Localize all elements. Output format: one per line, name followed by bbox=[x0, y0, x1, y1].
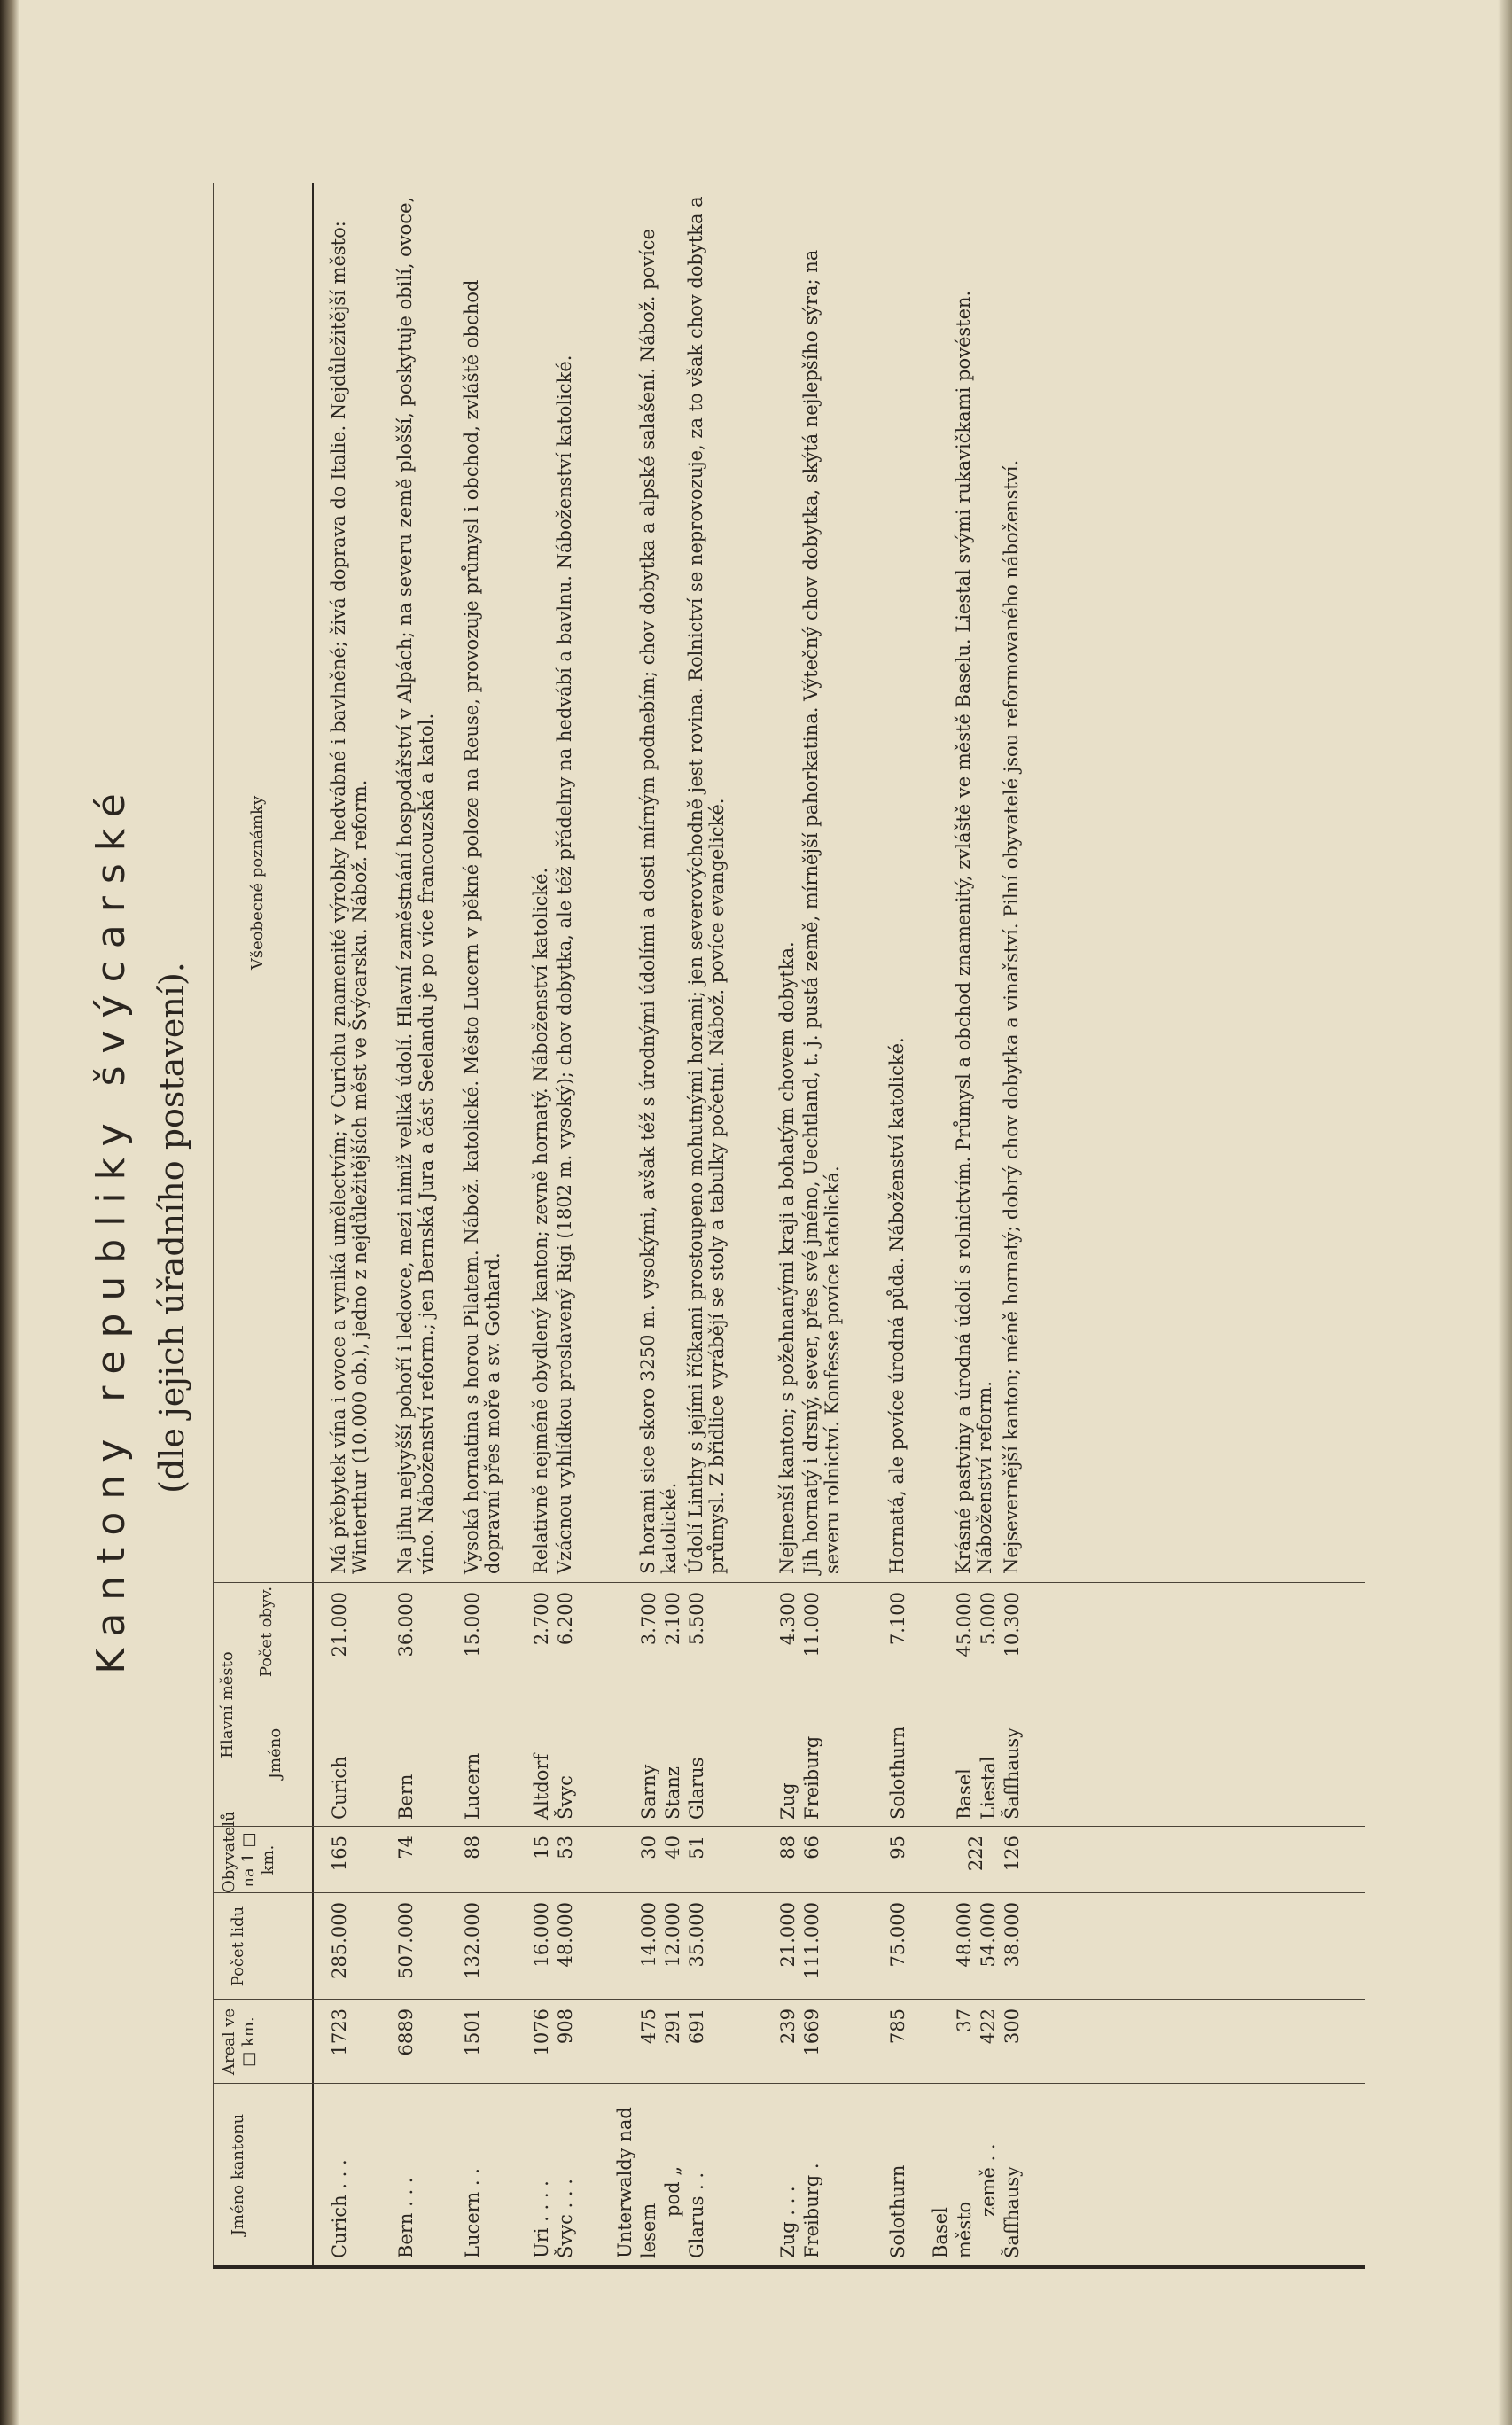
row-notes: Nejmenší kanton; s požehnanými kraji a bohatým chovem dobytka. bbox=[776, 941, 798, 1574]
row-capital: Glarus bbox=[686, 1757, 707, 1820]
row-capital: Švyc bbox=[555, 1775, 576, 1820]
row-area: 1076 bbox=[531, 2008, 552, 2056]
row-capital-pop: 11.000 bbox=[801, 1592, 822, 1657]
row-area: 1501 bbox=[462, 2008, 483, 2056]
row-capital: Curich bbox=[329, 1756, 350, 1820]
row-population: 507.000 bbox=[395, 1902, 417, 1979]
header-rule bbox=[312, 183, 314, 2265]
row-density: 40 bbox=[662, 1836, 683, 1860]
row-capital: Sarny bbox=[638, 1764, 659, 1820]
cantons-table bbox=[213, 183, 1365, 2269]
row-name: Basel město bbox=[930, 2201, 975, 2258]
row-capital-pop: 10.300 bbox=[1002, 1592, 1023, 1657]
row-notes: S horami sice skoro 3250 m. vysokými, avšak též s úrodnými údolími a dosti mírným podnebím; chov dobytka a alpské salašení. Nábož. povíce katolické. bbox=[637, 229, 680, 1574]
table-top-rule bbox=[213, 183, 214, 2265]
row-notes: Relativně nejméně obydlený kanton; zevně hornatý. Náboženství katolické. bbox=[530, 867, 551, 1574]
row-capital: Altdorf bbox=[531, 1753, 552, 1820]
row-notes: Nejsevernější kanton; méně hornatý; dobrý chov dobytka a vinařství. Pilní obyvatelé jsou reformovaného náboženství. bbox=[1001, 459, 1022, 1574]
row-name: Lucern . . bbox=[462, 2168, 483, 2258]
rotated-content bbox=[89, 186, 1365, 2269]
row-name: Švyc . . . bbox=[555, 2179, 576, 2258]
page-edge bbox=[1498, 0, 1512, 2425]
row-name: pod „ bbox=[662, 2165, 683, 2217]
header-density: Obyvatelů na 1 □ km. bbox=[220, 1811, 277, 1893]
row-density: 53 bbox=[555, 1836, 576, 1860]
row-capital-pop: 6.200 bbox=[555, 1592, 576, 1646]
row-name: Solothurn bbox=[887, 2164, 908, 2258]
header-population: Počet lidu bbox=[229, 1906, 247, 1987]
row-capital-pop: 36.000 bbox=[395, 1592, 417, 1657]
row-density: 88 bbox=[462, 1836, 483, 1860]
row-capital: Freiburg bbox=[801, 1735, 822, 1820]
page-binding-shadow bbox=[0, 0, 19, 2425]
row-name: Unterwaldy nad lesem bbox=[614, 2107, 659, 2258]
row-capital: Zug bbox=[777, 1782, 799, 1820]
row-population: 16.000 bbox=[531, 1902, 552, 1968]
row-density: 222 bbox=[965, 1836, 986, 1872]
row-population: 48.000 bbox=[954, 1902, 975, 1968]
row-capital-pop: 4.300 bbox=[777, 1592, 799, 1646]
row-capital: Basel bbox=[954, 1768, 975, 1820]
row-notes: Vzácnou vyhlídkou proslavený Rigi (1802 m. vysoký); chov dobytka, ale též přádelny na hedvábí a bavlnu. Náboženství katolické. bbox=[554, 355, 575, 1574]
row-notes: Vysoká hornatina s horou Pilatem. Nábož. katolické. Město Lucern v pěkné poloze na Reuse, provozuje průmysl i obchod, zvláště obchod dopravní přes moře a sv. Gothard. bbox=[461, 279, 503, 1574]
row-capital: Solothurn bbox=[887, 1726, 908, 1820]
row-area: 6889 bbox=[395, 2008, 417, 2056]
row-population: 21.000 bbox=[777, 1902, 799, 1968]
row-name: Uri . . . . bbox=[531, 2180, 552, 2258]
row-population: 111.000 bbox=[801, 1902, 822, 1979]
row-area: 300 bbox=[1002, 2008, 1023, 2045]
row-density: 74 bbox=[395, 1836, 417, 1860]
row-area: 1669 bbox=[801, 2008, 822, 2056]
row-population: 12.000 bbox=[662, 1902, 683, 1968]
row-capital: Šaffhausy bbox=[1002, 1727, 1023, 1820]
row-notes: Jih hornatý i drsný, sever, přes své jméno, Uechtland, t. j. pustá země, mírnější pahorkatina. Výtečný chov dobytka, skýtá nejlepšího sýra; na severu rolnictví. Konfesse povíce katolická. bbox=[800, 249, 843, 1574]
col-divider bbox=[213, 1582, 1365, 1583]
header-capital: Hlavní město bbox=[218, 1651, 237, 1758]
row-name: Bern . . . bbox=[395, 2177, 417, 2258]
row-capital: Bern bbox=[395, 1774, 417, 1820]
row-capital-pop: 21.000 bbox=[329, 1592, 350, 1657]
header-name: Jméno kantonu bbox=[229, 2113, 247, 2236]
row-capital: Liestal bbox=[978, 1756, 999, 1820]
row-area: 475 bbox=[638, 2008, 659, 2045]
row-area: 785 bbox=[887, 2008, 908, 2045]
header-notes: Všeobecné poznámky bbox=[248, 795, 267, 971]
row-area: 691 bbox=[686, 2008, 707, 2045]
row-notes: Na jihu nejvyšší pohoří i ledovce, mezi nimiž veliká údolí. Hlavní zaměstnání hospodářství v Alpách; na severu země plošší, poskytuje obilí, ovoce, víno. Náboženství reform.; jen Bernská Jura a část Seelandu je po více francouzská a katol. bbox=[394, 196, 437, 1574]
header-area: Areal ve □ km. bbox=[220, 2008, 258, 2076]
row-name: Zug . . . bbox=[777, 2186, 799, 2258]
row-density: 66 bbox=[801, 1836, 822, 1860]
row-capital-pop: 5.000 bbox=[978, 1592, 999, 1646]
row-name: Curich . . . bbox=[329, 2159, 350, 2258]
row-area: 291 bbox=[662, 2008, 683, 2045]
row-notes: Krásné pastviny a úrodná údolí s rolnictvím. Průmysl a obchod znamenitý, zvláště ve městě Baselu. Liestal svými rukavičkami povésten. Náboženství reform. bbox=[953, 290, 995, 1574]
row-capital-pop: 5.500 bbox=[686, 1592, 707, 1646]
row-population: 132.000 bbox=[462, 1902, 483, 1979]
row-population: 48.000 bbox=[555, 1902, 576, 1968]
row-density: 88 bbox=[777, 1836, 799, 1860]
row-notes: Údolí Linthy s jejími říčkami prostoupeno mohutnými horami; jen severovýchodně jest rovina. Rolnictví se neprovozuje, za to však chov dobytka a průmysl. Z břidlice vyrábějí se stoly a tabulky početní. Nábož. povíce evangelické. bbox=[685, 196, 728, 1574]
row-name: země . . bbox=[978, 2143, 999, 2217]
row-population: 38.000 bbox=[1002, 1902, 1023, 1968]
row-density: 15 bbox=[531, 1836, 552, 1860]
row-notes: Má přebytek vína i ovoce a vyniká umělectvím; v Curichu znamenité výrobky hedvábné i bavlněné; živá doprava do Italie. Nejdůležitější město: Winterthur (10.000 ob.), jedno z nejdůležitějších měst ve Švýcarsku. Nábož. reform. bbox=[328, 221, 370, 1574]
row-name: Freiburg . bbox=[801, 2163, 822, 2258]
page-title: Kantony republiky švýcarské bbox=[89, 781, 134, 1674]
row-population: 35.000 bbox=[686, 1902, 707, 1968]
row-area: 1723 bbox=[329, 2008, 350, 2056]
row-capital-pop: 7.100 bbox=[887, 1592, 908, 1646]
row-capital-pop: 45.000 bbox=[954, 1592, 975, 1657]
row-population: 54.000 bbox=[978, 1902, 999, 1968]
row-population: 14.000 bbox=[638, 1902, 659, 1968]
row-name: Šaffhausy bbox=[1002, 2165, 1023, 2258]
row-density: 165 bbox=[329, 1836, 350, 1872]
row-area: 908 bbox=[555, 2008, 576, 2045]
row-capital: Lucern bbox=[462, 1752, 483, 1820]
row-notes: Hornatá, ale povíce úrodná půda. Náboženství katolické. bbox=[886, 1037, 908, 1574]
page-subtitle: (dle jejich úřadního postavení). bbox=[152, 962, 191, 1493]
row-density: 51 bbox=[686, 1836, 707, 1860]
row-population: 285.000 bbox=[329, 1902, 350, 1979]
row-density: 30 bbox=[638, 1836, 659, 1860]
row-area: 422 bbox=[978, 2008, 999, 2045]
header-capital-name: Jméno bbox=[266, 1727, 284, 1780]
row-density: 126 bbox=[1002, 1836, 1023, 1872]
row-capital: Stanz bbox=[662, 1766, 683, 1820]
row-capital-pop: 3.700 bbox=[638, 1592, 659, 1646]
row-name: Glarus . . bbox=[686, 2172, 707, 2258]
header-capital-pop: Počet obyv. bbox=[257, 1586, 276, 1678]
row-population: 75.000 bbox=[887, 1902, 908, 1968]
row-area: 239 bbox=[777, 2008, 799, 2045]
col-divider bbox=[213, 1826, 1365, 1827]
row-capital-pop: 2.100 bbox=[662, 1592, 683, 1646]
row-density: 95 bbox=[887, 1836, 908, 1860]
row-capital-pop: 2.700 bbox=[531, 1592, 552, 1646]
row-capital-pop: 15.000 bbox=[462, 1592, 483, 1657]
row-area: 37 bbox=[954, 2008, 975, 2032]
